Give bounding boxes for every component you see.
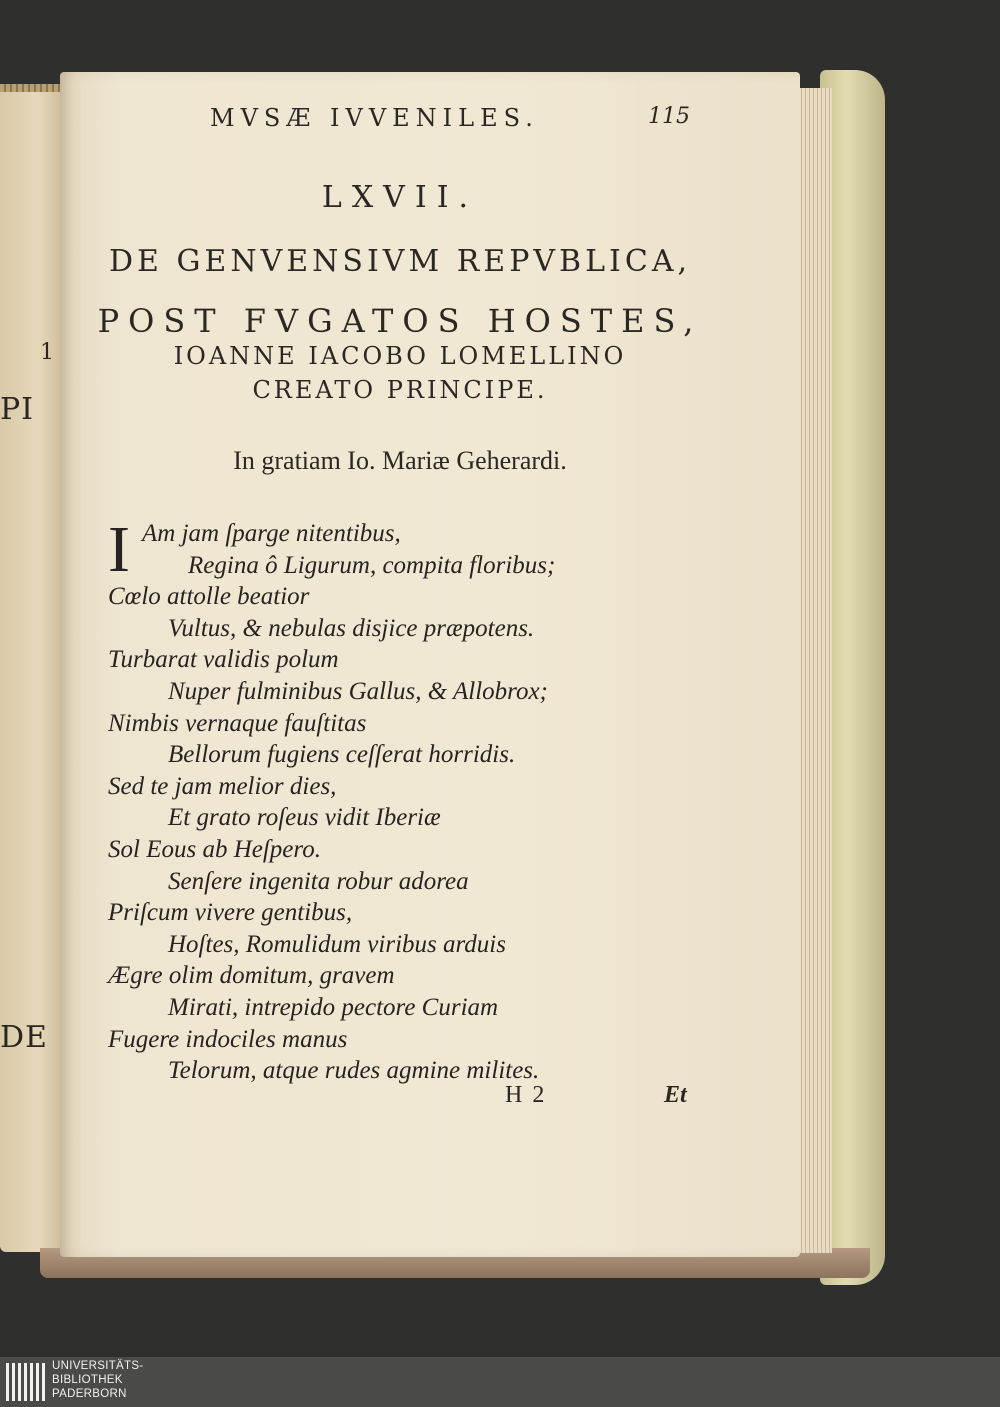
left-fragment: PI bbox=[0, 392, 35, 427]
verse-line: Senſere ingenita robur adorea bbox=[168, 867, 469, 895]
left-page bbox=[0, 92, 64, 1252]
library-logo-text bbox=[52, 1359, 143, 1401]
verse-line: Hoſtes, Romulidum viribus arduis bbox=[168, 930, 506, 958]
poem-title-line: DE GENVENSIVM REPVBLICA, bbox=[108, 244, 692, 279]
left-fragment: 1 bbox=[40, 340, 55, 365]
verse-line: Sed te jam melior dies, bbox=[108, 772, 337, 800]
footer-bar bbox=[0, 1357, 1000, 1407]
poem-title-line: POST FVGATOS HOSTES, bbox=[97, 302, 703, 340]
verse-line: Regina ô Ligurum, compita floribus; bbox=[188, 551, 556, 579]
drop-cap: I bbox=[108, 513, 130, 586]
verse-line: Mirati, intrepido pectore Curiam bbox=[168, 993, 499, 1021]
left-fragment: DE bbox=[0, 1020, 48, 1055]
logo-line: PADERBORN bbox=[52, 1388, 127, 1400]
verse-line: Telorum, atque rudes agmine milites. bbox=[168, 1057, 540, 1085]
page-number: 115 bbox=[648, 104, 690, 129]
verse-line: Et grato roſeus vidit Iberiæ bbox=[168, 804, 441, 832]
poem-body bbox=[108, 513, 708, 1087]
verse-line: Sol Eous ab Heſpero. bbox=[108, 835, 321, 863]
verse-line: Bellorum fugiens ceſſerat horridis. bbox=[168, 741, 516, 769]
verse-line: Nuper fulminibus Gallus, & Allobrox; bbox=[168, 677, 548, 705]
verse-line: Am jam ſparge nitentibus, bbox=[142, 520, 401, 547]
poem-title-line: IOANNE IACOBO LOMELLINO bbox=[173, 342, 627, 370]
logo-line: UNIVERSITÄTS- bbox=[52, 1360, 144, 1372]
signature-mark: H 2 bbox=[505, 1082, 547, 1108]
poem-number: LXVII. bbox=[321, 180, 479, 215]
verse-line: Turbarat validis polum bbox=[108, 646, 339, 674]
dedication: In gratiam Io. Mariæ Geherardi. bbox=[233, 446, 567, 475]
catchword: Et bbox=[664, 1082, 687, 1108]
logo-line: BIBLIOTHEK bbox=[52, 1374, 123, 1386]
verse-line: Cœlo attolle beatior bbox=[108, 583, 310, 611]
verse-line: Fugere indociles manus bbox=[108, 1025, 348, 1053]
verse-line: Priſcum vivere gentibus, bbox=[108, 899, 353, 927]
running-head: MVSÆ IVVENILES. bbox=[210, 104, 539, 132]
library-logo-icon bbox=[6, 1361, 46, 1403]
poem-title-line: CREATO PRINCIPE. bbox=[252, 376, 548, 404]
verse-line: Ægre olim domitum, gravem bbox=[108, 962, 395, 990]
verse-line: Nimbis vernaque fauſtitas bbox=[108, 709, 367, 737]
verse-line: Vultus, & nebulas disjice præpotens. bbox=[168, 614, 535, 642]
